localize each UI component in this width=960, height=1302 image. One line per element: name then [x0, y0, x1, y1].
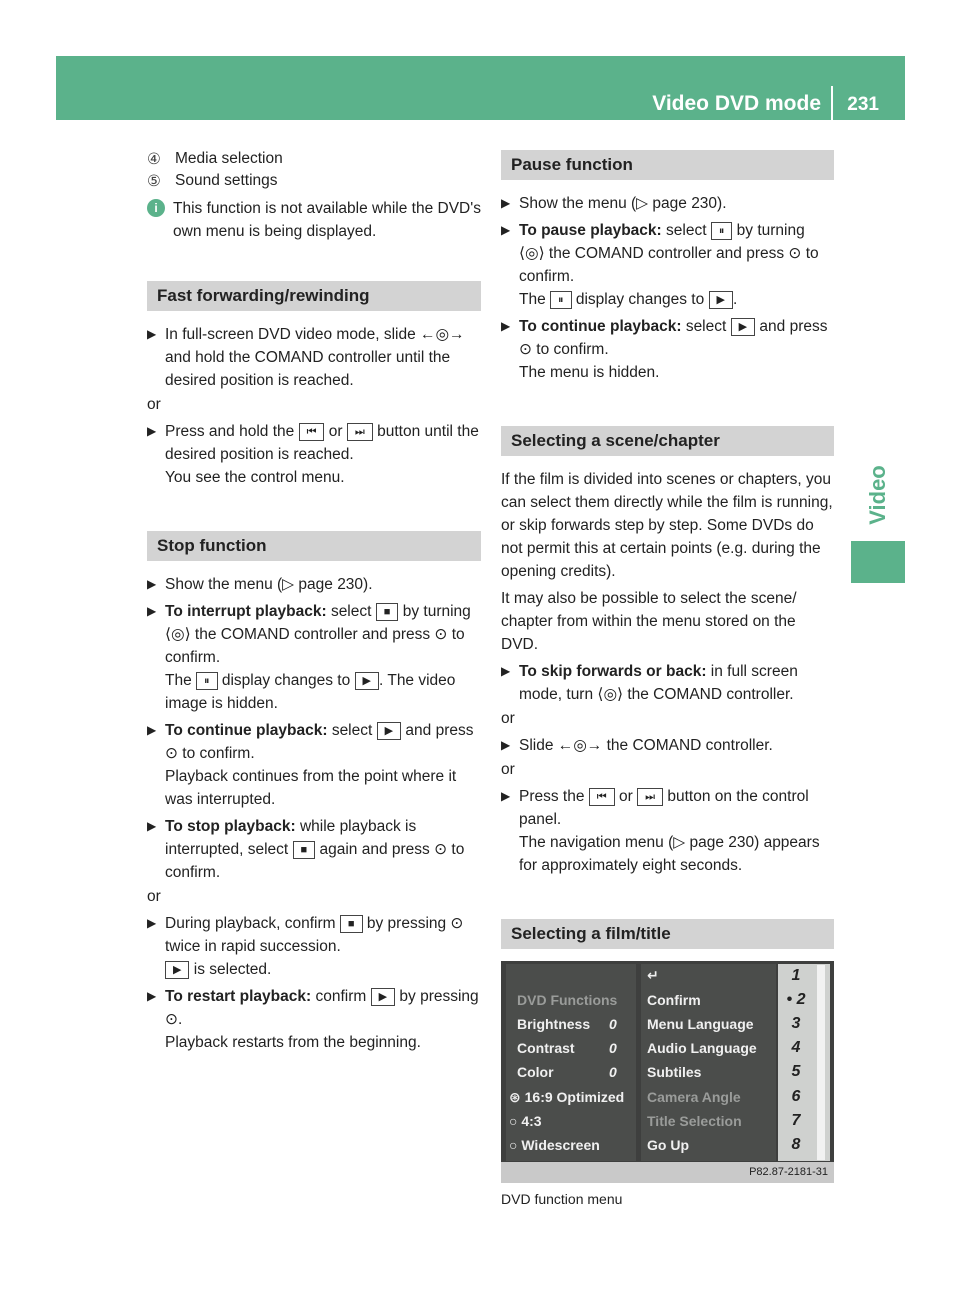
- step-arrow-icon: ▶: [501, 789, 511, 803]
- pause-key-icon: ⏸: [711, 222, 733, 240]
- step: ▶ In full-screen DVD video mode, slide ←◎→ and hold the COMAND controller until the desired position is reached.: [147, 323, 481, 392]
- step: ▶ Show the menu (▷ page 230).: [501, 192, 834, 215]
- pause-key-icon: ⏸: [550, 291, 572, 309]
- step: ▶ To restart playback: confirm ▶ by pressing ⊙. Playback restarts from the beginning.: [147, 985, 481, 1054]
- play-key-icon: ▶: [355, 672, 379, 690]
- menu-item: Subtiles: [647, 1064, 702, 1080]
- stop-key-icon: ■: [293, 841, 316, 859]
- section-heading: Selecting a film/title: [501, 919, 834, 949]
- step: ▶ To continue playback: select ▶ and press ⊙ to confirm. Playback continues from the point where it was interrupted.: [147, 719, 481, 811]
- list-item: ④ Media selection: [147, 150, 283, 168]
- step-arrow-icon: ▶: [501, 664, 511, 678]
- play-key-icon: ▶: [165, 961, 189, 979]
- page-number: 231: [847, 94, 879, 115]
- left-column: ④ Media selection ⑤ Sound settings i This function is not available while the DVD's own menu is being displayed. Fast forwarding/rewinding ▶ In full-screen DVD video mode, slide ←◎→ and hold the COMAND controller until the desired position is reached. or ▶ Press and hold the ⏮ or ⏭ button until the desired position is reached. You see the control menu. Stop function ▶ Show the menu (▷ page 230). ▶ To interrupt playback: select ■ by turning ⟨◎⟩ the COMAND controller and press ⊙ to confirm. The ⏸ display changes to ▶ . The video image is hidden. ▶ To continue playback: select ▶ and press ⊙ to confirm. Playback continues from the point where it was interrupted. ▶ To stop playback: while playback is interrupted, select ■ again and press ⊙ to confirm. or ▶ During playback, confirm ■ by pressing ⊙ twice in rapid succession. ▶ is selected. ▶ To restart playback: confirm ▶ by pressing ⊙. Playback restarts from the beginning.: [147, 150, 481, 1058]
- step: ▶ Slide ←◎→ the COMAND controller.: [501, 734, 834, 757]
- title-number: 3: [791, 1015, 801, 1032]
- step: ▶ Press and hold the ⏮ or ⏭ button until the desired position is reached. You see the control menu.: [147, 420, 481, 489]
- step-arrow-icon: ▶: [501, 196, 511, 210]
- step: ▶ To continue playback: select ▶ and press ⊙ to confirm. The menu is hidden.: [501, 315, 834, 384]
- prev-key-icon: ⏮: [589, 788, 615, 806]
- menu-item: DVD Functions: [517, 992, 618, 1008]
- menu-item: Camera Angle: [647, 1089, 741, 1105]
- play-key-icon: ▶: [709, 291, 733, 309]
- title-number: 8: [791, 1136, 801, 1153]
- list-item: ⑤ Sound settings: [147, 172, 278, 190]
- step-arrow-icon: ▶: [501, 319, 511, 333]
- menu-item: Brightness: [517, 1016, 591, 1032]
- header-bar: [56, 56, 905, 120]
- step-arrow-icon: ▶: [147, 577, 157, 591]
- title-number: 5: [791, 1063, 801, 1080]
- step: ▶ To skip forwards or back: in full screen mode, turn ⟨◎⟩ the COMAND controller.: [501, 660, 834, 706]
- side-tab-marker: [851, 541, 905, 583]
- play-key-icon: ▶: [371, 988, 395, 1006]
- menu-item: Menu Language: [647, 1016, 754, 1032]
- menu-item: ⊛ 16:9 Optimized: [509, 1089, 625, 1105]
- step-arrow-icon: ▶: [147, 989, 157, 1003]
- next-key-icon: ⏭: [637, 788, 663, 806]
- play-key-icon: ▶: [377, 722, 401, 740]
- step-arrow-icon: ▶: [147, 424, 157, 438]
- menu-item: Title Selection: [647, 1113, 742, 1129]
- title-number: 6: [791, 1088, 801, 1105]
- section-heading: Pause function: [501, 150, 834, 180]
- step-arrow-icon: ▶: [147, 723, 157, 737]
- pause-key-icon: ⏸: [196, 672, 218, 690]
- menu-item: Confirm: [647, 992, 701, 1008]
- step: ▶ To pause playback: select ⏸ by turning ⟨◎⟩ the COMAND controller and press ⊙ to confirm. The ⏸ display changes to ▶ .: [501, 219, 834, 311]
- dvd-menu-screenshot: DVD Functions Brightness 0 Contrast 0 Color 0 ⊛ 16:9 Optimized ○ 4:3 ○ Widescreen ↵ Confirm Menu Language Audio Language Subtiles Camera Angle Title Selection Go Up 1 • 2 3 4 5 6 7 8 P82.87-2181-31: [501, 961, 834, 1183]
- menu-item: Color: [517, 1064, 554, 1080]
- stop-key-icon: ■: [376, 603, 399, 621]
- step: ▶ Press the ⏮ or ⏭ button on the control panel. The navigation menu (▷ page 230) appears for approximately eight seconds.: [501, 785, 834, 877]
- step: ▶ During playback, confirm ■ by pressing ⊙ twice in rapid succession. ▶ is selected.: [147, 912, 481, 981]
- play-key-icon: ▶: [731, 318, 755, 336]
- title-number: • 2: [786, 991, 806, 1008]
- header-divider: [831, 86, 833, 120]
- step: ▶ To interrupt playback: select ■ by turning ⟨◎⟩ the COMAND controller and press ⊙ to confirm. The ⏸ display changes to ▶ . The video image is hidden.: [147, 600, 481, 715]
- section-heading: Stop function: [147, 531, 481, 561]
- info-note: i This function is not available while the DVD's own menu is being displayed.: [147, 197, 481, 243]
- section-heading: Selecting a scene/chapter: [501, 426, 834, 456]
- menu-item: ○ Widescreen: [509, 1137, 600, 1153]
- step: ▶ Show the menu (▷ page 230).: [147, 573, 481, 596]
- figure-code: P82.87-2181-31: [501, 1162, 834, 1183]
- step-arrow-icon: ▶: [501, 738, 511, 752]
- page-section-title: Video DVD mode: [652, 92, 821, 115]
- side-tab-video: Video: [865, 465, 890, 525]
- menu-item: Contrast: [517, 1040, 575, 1056]
- step-arrow-icon: ▶: [147, 819, 157, 833]
- menu-item: Audio Language: [647, 1040, 757, 1056]
- right-column: Pause function ▶ Show the menu (▷ page 230). ▶ To pause playback: select ⏸ by turning ⟨◎⟩ the COMAND controller and press ⊙ to confirm. The ⏸ display changes to ▶ . ▶ To continue playback: select ▶ and press ⊙ to confirm. The menu is hidden. Selecting a scene/chapter If the film is divided into scenes or chapters, you can select them directly while the film is running, or skip forwards step by step. Some DVDs do not permit this at certain points (e.g. during the opening credits). It may also be possible to select the scene/ chapter from within the menu stored on the DVD. ▶ To skip forwards or back: in full screen mode, turn ⟨◎⟩ the COMAND controller. or ▶ Slide ←◎→ the COMAND controller. or ▶ Press the ⏮ or ⏭ button on the control panel. The navigation menu (▷ page 230) appears for approximately eight seconds. Selecting a film/title DVD Functions Brightness 0 Contrast 0 Color 0 ⊛ 16:9 Optimized ○ 4:3 ○ Widescreen ↵ Confirm Menu Language Audio Language Subtiles Camera Angle Title Selection Go Up 1 • 2 3 4 5 6 7 8 P82.87-2181-31 DVD function menu: [501, 150, 834, 1207]
- title-number: 1: [791, 967, 801, 984]
- menu-item: ○ 4:3: [509, 1113, 542, 1129]
- step-arrow-icon: ▶: [501, 223, 511, 237]
- back-icon: ↵: [647, 967, 659, 983]
- figure-caption: DVD function menu: [501, 1191, 623, 1207]
- title-number: 4: [791, 1039, 801, 1056]
- section-heading: Fast forwarding/rewinding: [147, 281, 481, 311]
- stop-key-icon: ■: [340, 915, 363, 933]
- next-key-icon: ⏭: [347, 423, 373, 441]
- scrollbar: [817, 965, 825, 1160]
- step-arrow-icon: ▶: [147, 916, 157, 930]
- title-number: 7: [791, 1112, 801, 1129]
- step-arrow-icon: ▶: [147, 327, 157, 341]
- info-icon: i: [147, 199, 165, 217]
- step-arrow-icon: ▶: [147, 604, 157, 618]
- step: ▶ To stop playback: while playback is interrupted, select ■ again and press ⊙ to confirm.: [147, 815, 481, 884]
- prev-key-icon: ⏮: [299, 423, 325, 441]
- menu-item: Go Up: [647, 1137, 689, 1153]
